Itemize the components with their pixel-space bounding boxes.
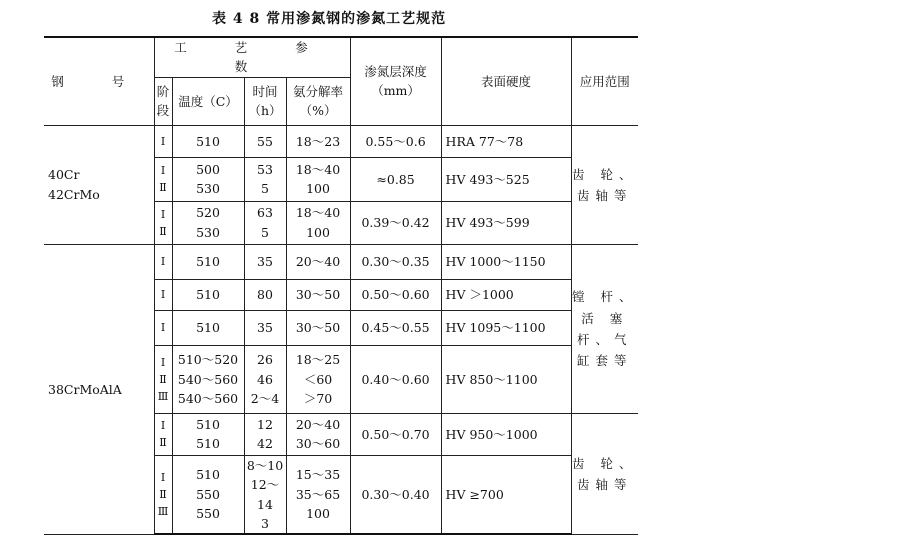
surface-hardness-cell: HV 1000～1150 <box>441 244 571 279</box>
stage-cell: Ⅰ <box>154 279 172 310</box>
case-depth-cell: 0.50～0.70 <box>350 413 441 455</box>
temperature-cell: 510～520 540～560 540～560 <box>172 345 244 413</box>
case-depth-cell: ≈0.85 <box>350 157 441 201</box>
temperature-cell: 510 <box>172 244 244 279</box>
surface-hardness-cell: HV 950～1000 <box>441 413 571 455</box>
temperature-cell: 510 <box>172 310 244 345</box>
time-cell: 8～10 12～14 3 <box>244 455 286 534</box>
header-steel: 钢 号 <box>44 37 154 125</box>
case-depth-cell: 0.30～0.40 <box>350 455 441 534</box>
stage-cell: Ⅰ <box>154 244 172 279</box>
surface-hardness-cell: HV ＞1000 <box>441 279 571 310</box>
stage-cell: Ⅰ <box>154 310 172 345</box>
time-cell: 12 42 <box>244 413 286 455</box>
surface-hardness-cell: HV 1095～1100 <box>441 310 571 345</box>
surface-hardness-cell: HV ≥700 <box>441 455 571 534</box>
application-cell: 齿 轮、 齿轴等 <box>571 413 638 534</box>
application-cell: 镗 杆、 活 塞 杆、气 缸套等 <box>571 244 638 413</box>
header-decomposition: 氨分解率（%） <box>286 77 350 125</box>
ammonia-decomposition-cell: 18～25 ＜60 ＞70 <box>286 345 350 413</box>
ammonia-decomposition-cell: 18～40 100 <box>286 157 350 201</box>
stage-cell: Ⅰ Ⅱ <box>154 201 172 244</box>
time-cell: 80 <box>244 279 286 310</box>
ammonia-decomposition-cell: 18～40 100 <box>286 201 350 244</box>
header-hardness: 表面硬度 <box>441 37 571 125</box>
header-application: 应用范围 <box>571 37 638 125</box>
surface-hardness-cell: HV 850～1100 <box>441 345 571 413</box>
stage-cell: Ⅰ Ⅱ Ⅲ <box>154 345 172 413</box>
ammonia-decomposition-cell: 15～35 35～65 100 <box>286 455 350 534</box>
table-row <box>44 244 638 279</box>
table-title: 表 4 8 常用渗氮钢的渗氮工艺规范 <box>212 11 447 27</box>
stage-cell: Ⅰ Ⅱ <box>154 157 172 201</box>
temperature-cell: 500 530 <box>172 157 244 201</box>
header-stage: 阶段 <box>154 77 172 125</box>
case-depth-cell: 0.30～0.35 <box>350 244 441 279</box>
case-depth-cell: 0.39～0.42 <box>350 201 441 244</box>
surface-hardness-cell: HRA 77～78 <box>441 125 571 157</box>
stage-cell: Ⅰ Ⅱ <box>154 413 172 455</box>
header-temperature: 温度（C） <box>172 77 244 125</box>
stage-cell: Ⅰ Ⅱ Ⅲ <box>154 455 172 534</box>
steel-grade-cell: 40Cr 42CrMo <box>44 125 154 244</box>
header-depth: 渗氮层深度（mm） <box>350 37 441 125</box>
case-depth-cell: 0.50～0.60 <box>350 279 441 310</box>
time-cell: 35 <box>244 244 286 279</box>
table-row <box>44 125 638 157</box>
ammonia-decomposition-cell: 20～40 30～60 <box>286 413 350 455</box>
header-time: 时间（h） <box>244 77 286 125</box>
nitriding-process-table <box>44 36 638 535</box>
steel-grade-cell: 38CrMoAlA <box>44 244 154 534</box>
stage-cell: Ⅰ <box>154 125 172 157</box>
time-cell: 35 <box>244 310 286 345</box>
temperature-cell: 510 550 550 <box>172 455 244 534</box>
time-cell: 55 <box>244 125 286 157</box>
case-depth-cell: 0.45～0.55 <box>350 310 441 345</box>
time-cell: 63 5 <box>244 201 286 244</box>
header-process: 工 艺 参 数 <box>154 37 350 77</box>
application-cell: 齿 轮、 齿轴等 <box>571 125 638 244</box>
surface-hardness-cell: HV 493～599 <box>441 201 571 244</box>
case-depth-cell: 0.40～0.60 <box>350 345 441 413</box>
case-depth-cell: 0.55～0.6 <box>350 125 441 157</box>
surface-hardness-cell: HV 493～525 <box>441 157 571 201</box>
temperature-cell: 510 <box>172 125 244 157</box>
temperature-cell: 520 530 <box>172 201 244 244</box>
ammonia-decomposition-cell: 20～40 <box>286 244 350 279</box>
time-cell: 53 5 <box>244 157 286 201</box>
temperature-cell: 510 <box>172 279 244 310</box>
time-cell: 26 46 2～4 <box>244 345 286 413</box>
ammonia-decomposition-cell: 30～50 <box>286 310 350 345</box>
temperature-cell: 510 510 <box>172 413 244 455</box>
ammonia-decomposition-cell: 18～23 <box>286 125 350 157</box>
ammonia-decomposition-cell: 30～50 <box>286 279 350 310</box>
